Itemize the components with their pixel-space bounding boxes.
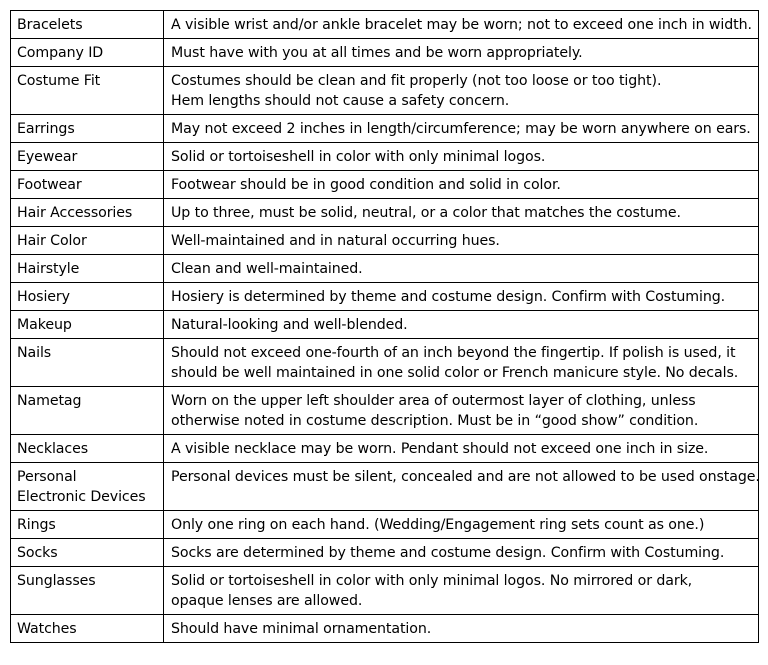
table-row bbox=[11, 199, 759, 227]
row-description: Should have minimal ornamentation. bbox=[171, 621, 432, 637]
table-row bbox=[11, 255, 759, 283]
row-label-cell bbox=[11, 115, 164, 143]
row-label: Socks bbox=[17, 545, 58, 561]
row-description: opaque lenses are allowed. bbox=[171, 593, 363, 609]
row-label: Costume Fit bbox=[17, 73, 101, 89]
row-description-cell bbox=[164, 143, 759, 171]
row-description: May not exceed 2 inches in length/circumference; may be worn anywhere on ears. bbox=[171, 121, 751, 137]
row-label-cell bbox=[11, 283, 164, 311]
row-label-cell bbox=[11, 387, 164, 435]
row-description-cell bbox=[164, 67, 759, 115]
row-label: Electronic Devices bbox=[17, 489, 146, 505]
row-description: Only one ring on each hand. (Wedding/Engagement ring sets count as one.) bbox=[171, 517, 705, 533]
row-label-cell bbox=[11, 39, 164, 67]
row-label-cell bbox=[11, 339, 164, 387]
row-description-cell bbox=[164, 311, 759, 339]
table-row bbox=[11, 339, 759, 387]
row-label: Earrings bbox=[17, 121, 75, 137]
row-label-cell bbox=[11, 255, 164, 283]
table-row bbox=[11, 11, 759, 39]
row-label: Nails bbox=[17, 345, 52, 361]
row-description: A visible wrist and/or ankle bracelet may be worn; not to exceed one inch in width. bbox=[171, 17, 752, 33]
table-row bbox=[11, 387, 759, 435]
row-description-cell bbox=[164, 567, 759, 615]
row-label: Makeup bbox=[17, 317, 72, 333]
row-description-cell bbox=[164, 115, 759, 143]
table-row bbox=[11, 511, 759, 539]
row-description: Hosiery is determined by theme and costume design. Confirm with Costuming. bbox=[171, 289, 726, 305]
table-body bbox=[11, 11, 759, 643]
row-description: Costumes should be clean and fit properly (not too loose or too tight). bbox=[171, 73, 662, 89]
table-row bbox=[11, 567, 759, 615]
row-label: Watches bbox=[17, 621, 77, 637]
row-label: Rings bbox=[17, 517, 56, 533]
row-description: otherwise noted in costume description. Must be in “good show” condition. bbox=[171, 413, 699, 429]
row-label: Footwear bbox=[17, 177, 82, 193]
row-description-cell bbox=[164, 199, 759, 227]
table-row bbox=[11, 539, 759, 567]
row-description: Must have with you at all times and be worn appropriately. bbox=[171, 45, 583, 61]
row-label: Sunglasses bbox=[17, 573, 96, 589]
row-description-cell bbox=[164, 511, 759, 539]
row-label-cell bbox=[11, 11, 164, 39]
row-label-cell bbox=[11, 615, 164, 643]
dress-code-document bbox=[10, 10, 759, 643]
row-label-cell bbox=[11, 463, 164, 511]
row-description-cell bbox=[164, 615, 759, 643]
table-row bbox=[11, 615, 759, 643]
row-label: Company ID bbox=[17, 45, 104, 61]
row-description: Personal devices must be silent, concealed and are not allowed to be used onstage. bbox=[171, 469, 760, 485]
row-label: Hosiery bbox=[17, 289, 70, 305]
row-label-cell bbox=[11, 567, 164, 615]
table-row bbox=[11, 39, 759, 67]
row-label-cell bbox=[11, 143, 164, 171]
row-label-cell bbox=[11, 311, 164, 339]
table-row bbox=[11, 67, 759, 115]
row-description: Hem lengths should not cause a safety concern. bbox=[171, 93, 510, 109]
row-label-cell bbox=[11, 511, 164, 539]
row-description-cell bbox=[164, 255, 759, 283]
table-row bbox=[11, 435, 759, 463]
row-label-cell bbox=[11, 539, 164, 567]
row-label-cell bbox=[11, 67, 164, 115]
row-description: Footwear should be in good condition and solid in color. bbox=[171, 177, 561, 193]
table-row bbox=[11, 143, 759, 171]
row-description: Socks are determined by theme and costume design. Confirm with Costuming. bbox=[171, 545, 725, 561]
dress-code-table bbox=[10, 10, 759, 643]
row-description: Solid or tortoiseshell in color with only minimal logos. No mirrored or dark, bbox=[171, 573, 693, 589]
row-description: should be well maintained in one solid color or French manicure style. No decals. bbox=[171, 365, 739, 381]
row-label: Hair Color bbox=[17, 233, 87, 249]
row-label: Hair Accessories bbox=[17, 205, 133, 221]
row-label: Necklaces bbox=[17, 441, 89, 457]
row-label: Eyewear bbox=[17, 149, 78, 165]
row-label: Nametag bbox=[17, 393, 82, 409]
row-description: Worn on the upper left shoulder area of outermost layer of clothing, unless bbox=[171, 393, 696, 409]
row-description-cell bbox=[164, 283, 759, 311]
row-description-cell bbox=[164, 171, 759, 199]
row-label: Hairstyle bbox=[17, 261, 80, 277]
row-description: Well-maintained and in natural occurring hues. bbox=[171, 233, 500, 249]
row-label-cell bbox=[11, 199, 164, 227]
row-description-cell bbox=[164, 39, 759, 67]
row-description: Solid or tortoiseshell in color with only minimal logos. bbox=[171, 149, 546, 165]
table-row bbox=[11, 115, 759, 143]
row-description: Should not exceed one-fourth of an inch beyond the fingertip. If polish is used, it bbox=[171, 345, 736, 361]
row-description: A visible necklace may be worn. Pendant should not exceed one inch in size. bbox=[171, 441, 709, 457]
row-description: Natural-looking and well-blended. bbox=[171, 317, 408, 333]
row-label-cell bbox=[11, 171, 164, 199]
row-label: Personal bbox=[17, 469, 77, 485]
row-label-cell bbox=[11, 227, 164, 255]
table-row bbox=[11, 227, 759, 255]
row-description-cell bbox=[164, 339, 759, 387]
row-label-cell bbox=[11, 435, 164, 463]
row-description: Clean and well-maintained. bbox=[171, 261, 363, 277]
table-row bbox=[11, 283, 759, 311]
row-description: Up to three, must be solid, neutral, or a color that matches the costume. bbox=[171, 205, 681, 221]
table-row bbox=[11, 311, 759, 339]
row-description-cell bbox=[164, 463, 759, 511]
row-description-cell bbox=[164, 539, 759, 567]
row-description-cell bbox=[164, 11, 759, 39]
row-label: Bracelets bbox=[17, 17, 83, 33]
table-row bbox=[11, 171, 759, 199]
table-row bbox=[11, 463, 759, 511]
row-description-cell bbox=[164, 387, 759, 435]
row-description-cell bbox=[164, 227, 759, 255]
row-description-cell bbox=[164, 435, 759, 463]
